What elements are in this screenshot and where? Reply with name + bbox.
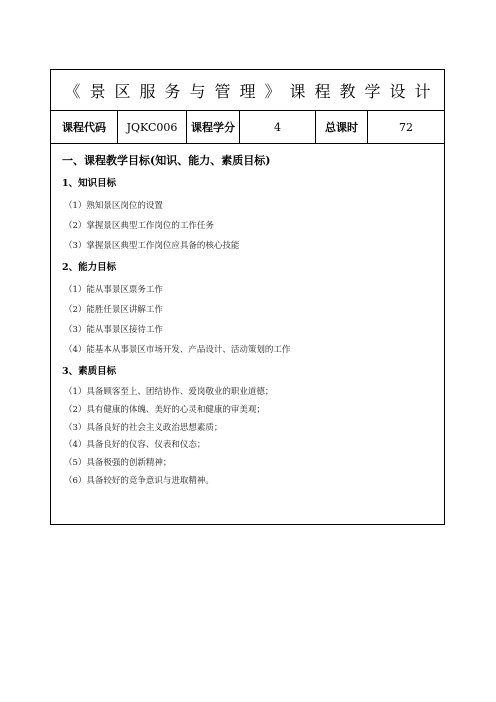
total-hours-value: 72 [399,120,413,134]
document-title: 《景区服务与管理》课程教学设计 [51,70,444,111]
objective-item: （2）掌握景区典型工作岗位的工作任务 [64,221,214,231]
objective-item: （3）掌握景区典型工作岗位应具备的核心技能 [64,241,240,251]
objective-item: （3）能从事景区接待工作 [64,325,163,335]
objective-item: （4）具备良好的仪容、仪表和仪态； [64,440,206,451]
objective-item: （3）具备良好的社会主义政治思想素质； [64,422,223,433]
course-code-label: 课程代码 [51,111,118,143]
objective-item: （1）熟知景区岗位的设置 [64,201,163,211]
course-credit-value: 4 [240,111,316,143]
objective-item: （5）具备极强的创新精神； [64,458,172,469]
objective-item: （2）能胜任景区讲解工作 [64,305,163,315]
course-info-row [51,111,444,144]
quality-objectives-section [62,360,444,491]
knowledge-objectives-section [62,172,444,256]
objective-item: （1）能从事景区票务工作 [64,285,163,295]
course-code-value: JQKC006 [118,111,187,143]
total-hours-label: 总课时 [316,111,368,143]
ability-objectives-section [62,256,444,360]
section-heading: 2、能力目标 [62,262,117,273]
objective-item: （6）具备较好的竞争意识与进取精神。 [64,475,214,486]
objective-item: （2）具有健康的体魄、美好的心灵和健康的审美观； [64,404,265,415]
objectives-heading: 一、课程教学目标(知识、能力、素质目标) [62,154,271,167]
objective-item: （4）能基本从事景区市场开发、产品设计、活动策划的工作 [64,345,291,355]
course-credit-label: 课程学分 [187,111,240,143]
section-heading: 1、知识目标 [62,178,117,189]
course-design-table [50,69,445,525]
section-heading: 3、素质目标 [62,366,117,377]
objectives-content [51,144,444,491]
objective-item: （1）具备顾客至上、团结协作、爱岗敬业的职业道德； [64,387,274,397]
